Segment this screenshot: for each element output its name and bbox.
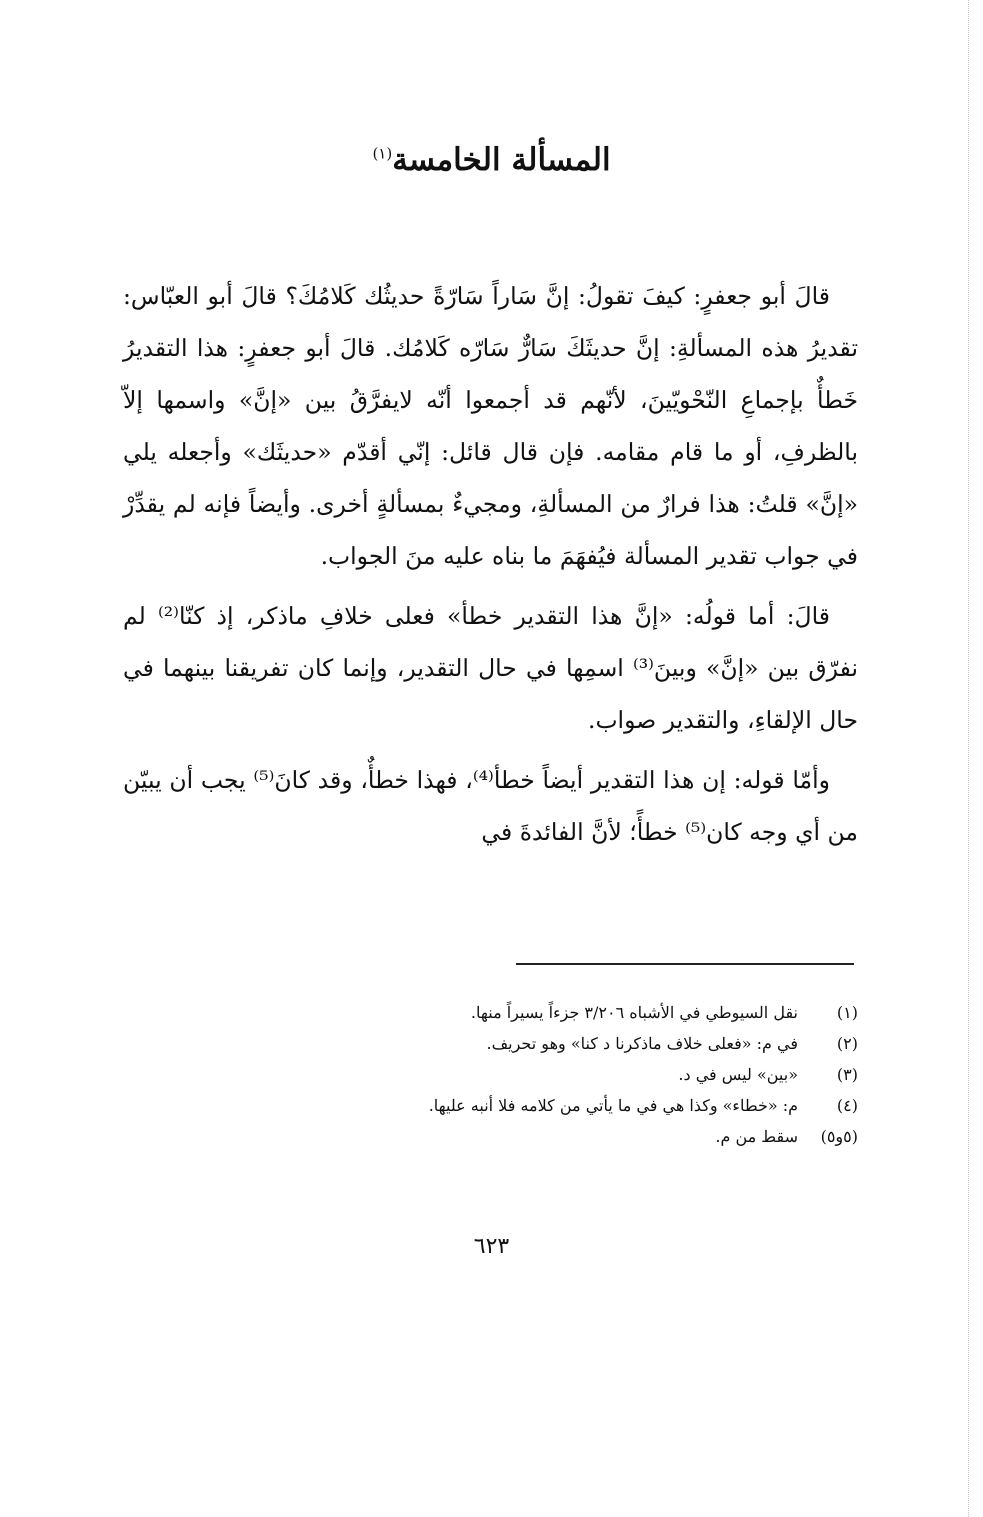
footnote-3 <box>123 1059 858 1090</box>
chapter-title-text: المسألة الخامسة <box>392 142 611 178</box>
footnote-text: نقل السيوطي في الأشباه ٣/٢٠٦ جزءاً يسيراً منها. <box>470 1003 798 1022</box>
page-number: ٦٢٣ <box>473 1234 510 1259</box>
footnote-number: (٣) <box>836 1065 858 1084</box>
paragraph-1: قالَ أبو جعفرٍ: كيفَ تقولُ: إنَّ سَاراً سَارّةً حديثُك كَلامُكَ؟ قالَ أبو العبّاس: تقديرُ هذه المسألةِ: إنَّ حديثَكَ سَارٌّ سَارّه كَلامُك. قالَ أبو جعفرٍ: هذا التقديرُ خَطأٌ بإجماعِ النّحْويّينَ، لأنّهم قد أجمعوا أنّه لايفرَّقُ بين «إنَّ» واسمها إلاّ بالظرفِ، أو ما قام مقامه. فإن قال قائل: إنّي أقدّم «حديثَك» وأجعله يلي «إنَّ» قلتُ: هذا فرارٌ من المسألةِ، ومجيءٌ بمسألةٍ أخرى. وأيضاً فإنه لم يقدِّرْ في جواب تقدير المسألة فيُفهَمَ ما بناه عليه منَ الجواب. <box>123 282 858 570</box>
footnote-text: سقط من م. <box>715 1127 798 1146</box>
footnote-separator <box>516 963 854 965</box>
footnote-1 <box>123 997 858 1028</box>
footnote-text: في م: «فعلى خلاف ماذكرنا د كنا» وهو تحريف. <box>486 1034 798 1053</box>
footnote-number: (٢) <box>836 1034 858 1053</box>
paragraph-3: وأمّا قوله: إن هذا التقدير أيضاً خطأ⁽⁴⁾، فهذا خطأٌ، وقد كانَ⁽⁵⁾ يجب أن يبيّن من أي وجه كان⁽⁵⁾ خطأً؛ لأنَّ الفائدةَ في <box>123 766 858 846</box>
footnote-number: (٥و٥) <box>820 1127 858 1146</box>
footnote-number: (٤) <box>836 1096 858 1115</box>
footnote-4 <box>123 1090 858 1121</box>
footnote-text: «بين» ليس في د. <box>678 1065 798 1084</box>
footnotes <box>123 997 858 1152</box>
chapter-title <box>0 142 983 178</box>
main-text <box>123 270 858 866</box>
scan-margin-line <box>968 0 969 1517</box>
paragraph-2: قالَ: أما قولُه: «إنَّ هذا التقدير خطأ» فعلى خلافِ ماذكر، إذ كنّا⁽²⁾ لم نفرّق بين «إنَّ» وبينَ⁽³⁾ اسمِها في حال التقدير، وإنما كان تفريقنا بينهما في حال الإلقاءِ، والتقدير صواب. <box>123 602 858 734</box>
footnote-5 <box>123 1121 858 1152</box>
title-footnote-marker: (١) <box>372 144 393 163</box>
footnote-number: (١) <box>836 1003 858 1022</box>
footnote-2 <box>123 1028 858 1059</box>
footnote-text: م: «خطاء» وكذا هي في ما يأتي من كلامه فلا أنبه عليها. <box>428 1096 798 1115</box>
